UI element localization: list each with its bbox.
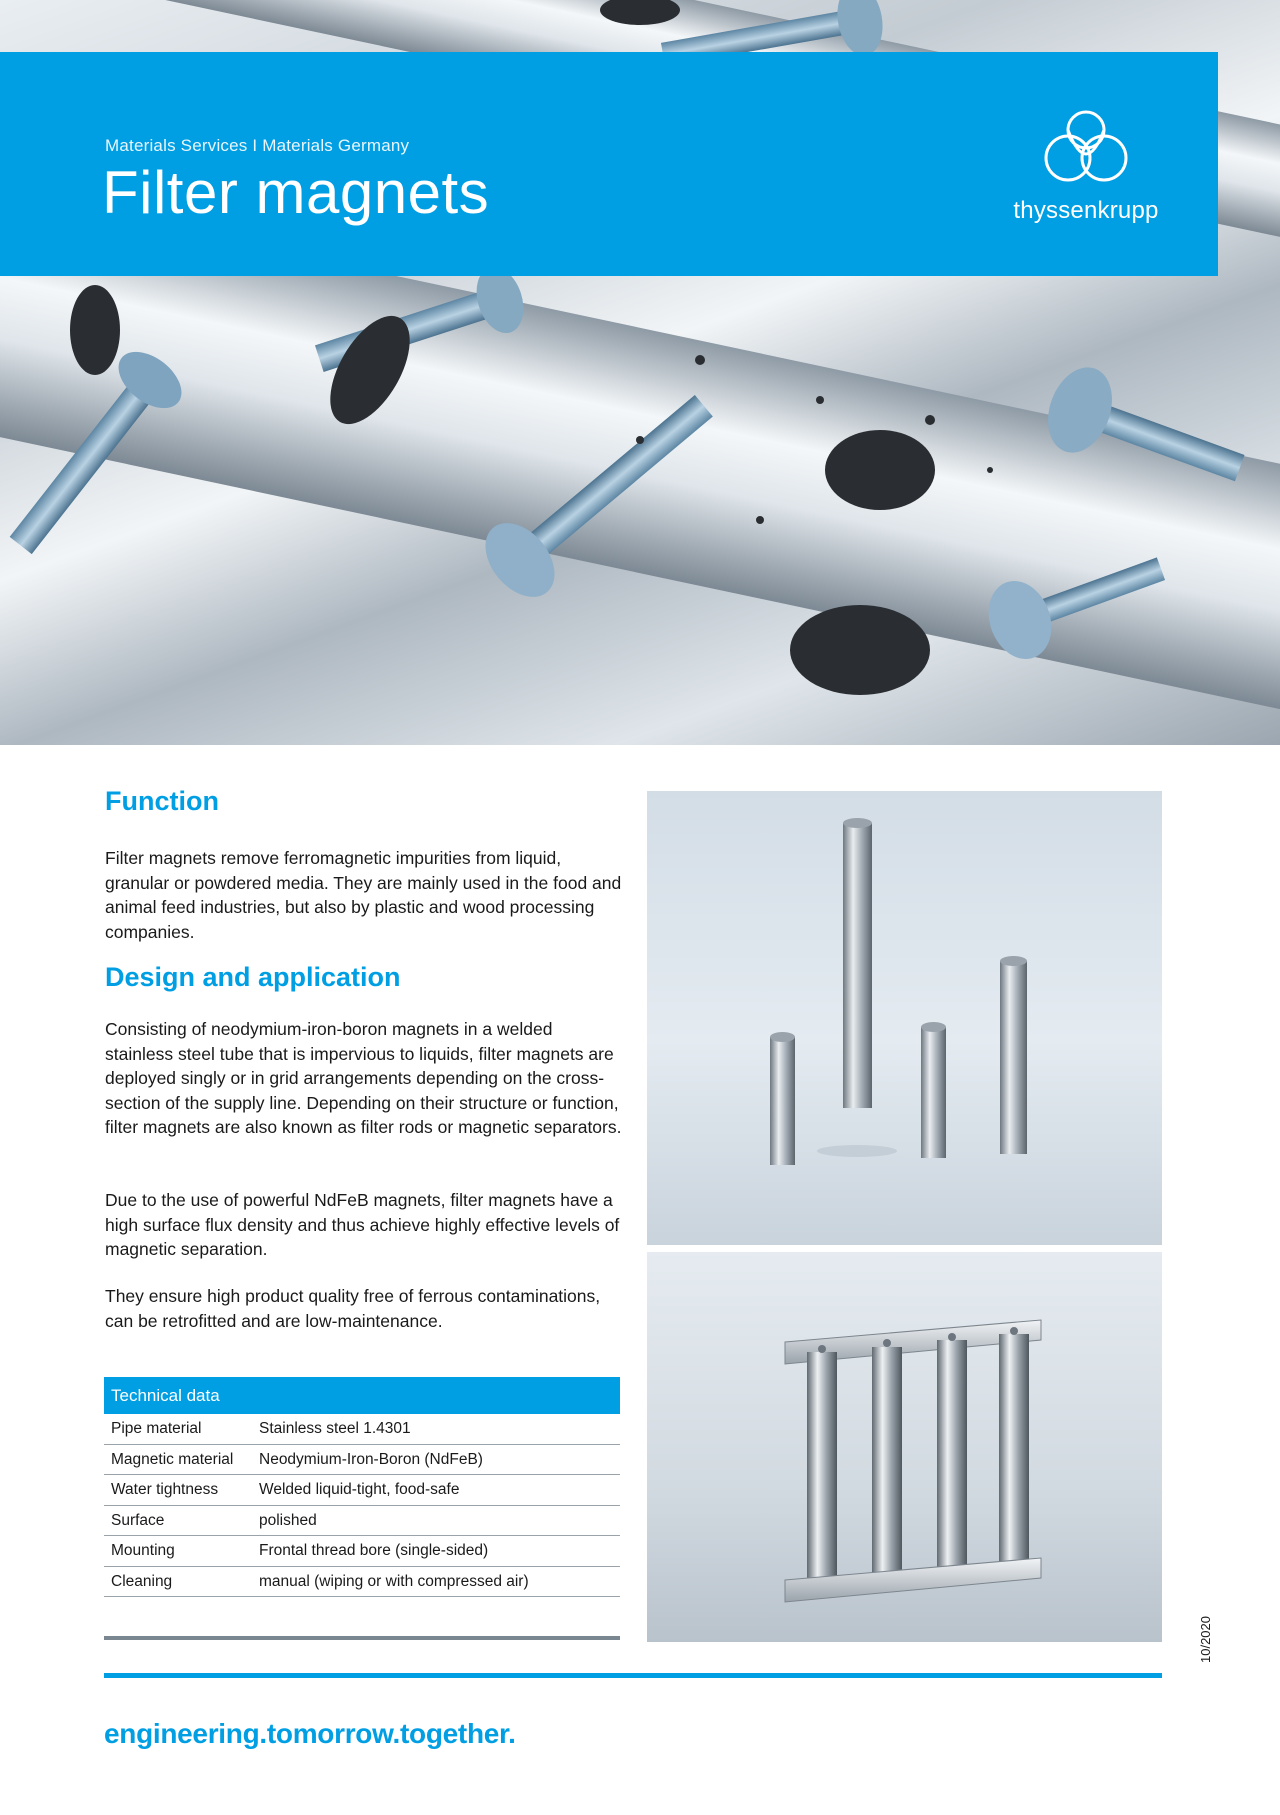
row-value: manual (wiping or with compressed air) bbox=[259, 1572, 529, 1590]
footer-rule bbox=[104, 1673, 1162, 1678]
function-heading: Function bbox=[105, 786, 219, 816]
row-label: Magnetic material bbox=[111, 1450, 234, 1468]
row-value: Stainless steel 1.4301 bbox=[259, 1420, 411, 1437]
design-text-2: Due to the use of powerful NdFeB magnets, filter magnets have a high surface flux density and thus achieve highly effective levels of magnetic separation. bbox=[105, 1190, 620, 1259]
table-row bbox=[104, 1536, 620, 1567]
thyssenkrupp-logo-icon bbox=[1038, 108, 1134, 192]
row-label: Surface bbox=[111, 1511, 165, 1529]
product-photo-rods bbox=[647, 791, 1162, 1245]
product-photo-grid bbox=[647, 1252, 1162, 1642]
technical-data-heading: Technical data bbox=[104, 1377, 620, 1414]
publication-date: 10/2020 bbox=[1198, 1616, 1213, 1663]
table-row bbox=[104, 1567, 620, 1598]
row-value: polished bbox=[259, 1511, 317, 1529]
row-value: Neodymium-Iron-Boron (NdFeB) bbox=[259, 1450, 483, 1468]
table-row bbox=[104, 1475, 620, 1506]
page-title: Filter magnets bbox=[102, 159, 490, 226]
filter-rods-illustration bbox=[647, 791, 1162, 1245]
breadcrumb: Materials Services I Materials Germany bbox=[105, 136, 410, 155]
design-text-3: They ensure high product quality free of ferrous contaminations, can be retrofitted and are low-maintenance. bbox=[105, 1286, 601, 1331]
design-heading: Design and application bbox=[105, 962, 401, 992]
design-text-1: Consisting of neodymium-iron-boron magnets in a welded stainless steel tube that is impervious to liquids, filter magnets are deployed singly or in grid arrangements depending on the cross-section of the supply line. Depending on their structure or function, filter magnets are also known as filter rods or magnetic separators. bbox=[105, 1019, 622, 1137]
function-text: Filter magnets remove ferromagnetic impurities from liquid, granular or powdered media. They are mainly used in the food and animal feed industries, but also by plastic and wood processing companies. bbox=[105, 848, 622, 942]
table-row bbox=[104, 1414, 620, 1445]
row-value: Welded liquid-tight, food-safe bbox=[259, 1481, 460, 1498]
row-label: Water tightness bbox=[111, 1481, 219, 1498]
table-row bbox=[104, 1506, 620, 1537]
technical-data-table bbox=[104, 1377, 620, 1597]
row-value: Frontal thread bore (single-sided) bbox=[259, 1542, 489, 1559]
row-label: Pipe material bbox=[111, 1420, 202, 1437]
table-row bbox=[104, 1445, 620, 1476]
brand-name: thyssenkrupp bbox=[1013, 197, 1159, 224]
row-label: Cleaning bbox=[111, 1572, 173, 1590]
filter-grid-illustration bbox=[647, 1252, 1162, 1642]
table-end-rule bbox=[104, 1636, 620, 1640]
slogan: engineering.tomorrow.together. bbox=[104, 1718, 516, 1749]
row-label: Mounting bbox=[111, 1542, 175, 1559]
